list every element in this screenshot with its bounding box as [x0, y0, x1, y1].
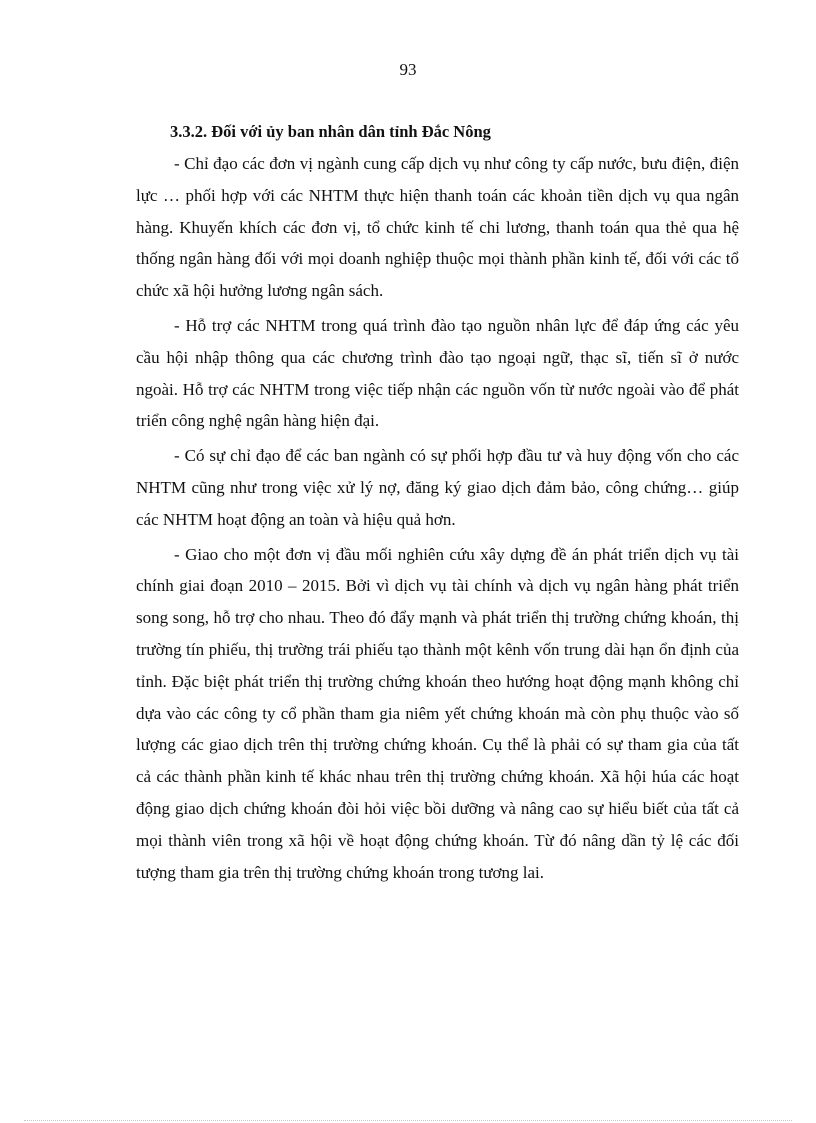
paragraph-2: - Hỗ trợ các NHTM trong quá trình đào tạo nguồn nhân lực để đáp ứng các yêu cầu hội nhập thông qua các chương trình đào tạo ngoại ngữ, thạc sĩ, tiến sĩ ở nước ngoài. Hỗ trợ các NHTM trong việc tiếp nhận các nguồn vốn từ nước ngoài vào để phát triển công nghệ ngân hàng hiện đại. — [136, 315, 739, 431]
section-heading: 3.3.2. Đối với ủy ban nhân dân tỉnh Đắc Nông — [170, 122, 491, 141]
paragraph-1: - Chỉ đạo các đơn vị ngành cung cấp dịch vụ như công ty cấp nước, bưu điện, điện lực … phối hợp với các NHTM thực hiện thanh toán các khoản tiền dịch vụ qua ngân hàng. Khuyến khích các đơn vị, tổ chức kinh tế chi lương, thanh toán qua thẻ qua hệ thống ngân hàng đối với mọi doanh nghiệp thuộc mọi thành phần kinh tế, đối với các tổ chức xã hội hưởng lương ngân sách. — [136, 154, 739, 301]
page-number: 93 — [399, 60, 417, 79]
paragraph-3: - Có sự chỉ đạo để các ban ngành có sự phối hợp đầu tư và huy động vốn cho các NHTM cũng như trong việc xử lý nợ, đăng ký giao dịch đảm bảo, công chứng… giúp các NHTM hoạt động an toàn và hiệu quả hơn. — [136, 446, 739, 529]
paragraph-4: - Giao cho một đơn vị đầu mối nghiên cứu xây dựng đề án phát triển dịch vụ tài chính giai đoạn 2010 – 2015. Bởi vì dịch vụ tài chính và dịch vụ ngân hàng phát triển song song, hỗ trợ cho nhau. Theo đó đẩy mạnh và phát triển thị trường chứng khoán, thị trường tín phiếu, thị trường trái phiếu tạo thành một kênh vốn trung dài hạn ổn định của tỉnh. Đặc biệt phát triển thị trường chứng khoán theo hướng hoạt động mạnh không chỉ dựa vào các công ty cổ phần tham gia niêm yết chứng khoán mà còn phụ thuộc vào số lượng các giao dịch trên thị trường chứng khoán. Cụ thể là phải có sự tham gia của tất cả các thành phần kinh tế khác nhau trên thị trường chứng khoán. Xã hội húa các hoạt động giao dịch chứng khoán đòi hỏi việc bồi dưỡng và nâng cao sự hiểu biết của tất cả mọi thành viên trong xã hội về hoạt động chứng khoán. Từ đó nâng dần tỷ lệ các đối tượng tham gia trên thị trường chứng khoán trong tương lai. — [136, 544, 739, 882]
page-bottom-border — [24, 1120, 792, 1121]
section-content — [136, 119, 739, 891]
